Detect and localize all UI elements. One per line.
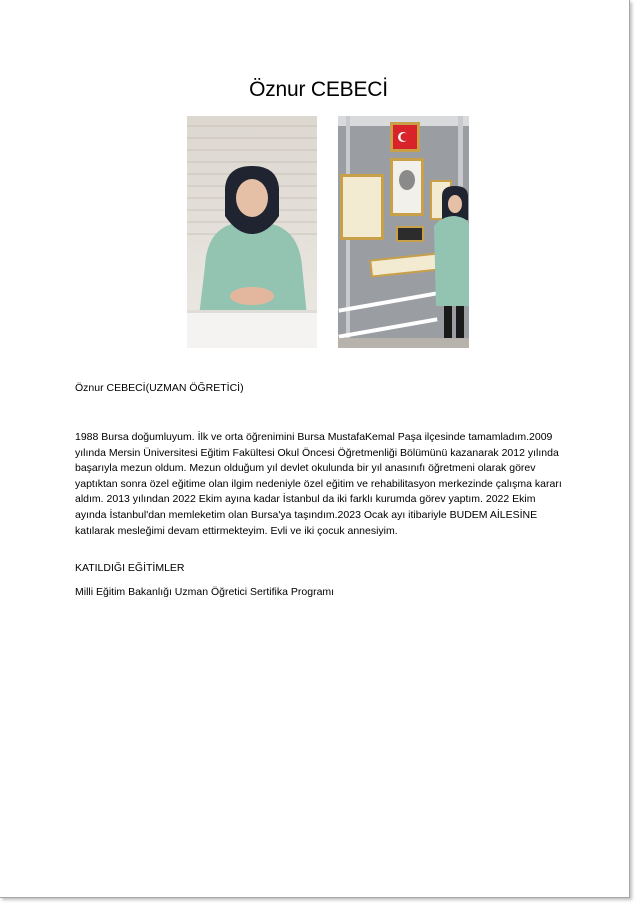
- page-title: Öznur CEBECİ: [249, 78, 388, 101]
- document-subtitle: Öznur CEBECİ(UZMAN ÖĞRETİCİ): [75, 382, 244, 394]
- training-item: Milli Eğitim Bakanlığı Uzman Öğretici Sertifika Programı: [75, 586, 335, 598]
- portrait-photo-standing: [338, 116, 469, 348]
- biography-paragraph: 1988 Bursa doğumluyum. İlk ve orta öğrenimini Bursa MustafaKemal Paşa ilçesinde tamamladım.2009 yılında Mersin Üniversitesi Eğitim Fakültesi Okul Öncesi Öğretmenliği Bölümünü kazanarak 2012 yılında başarıyla mezun oldum. Mezun olduğum yıl devlet okulunda bir yıl anasınıfı öğretmeni olarak görev yaptıktan sonra özel eğitime olan ilgim nedeniyle özel eğitim ve rehabilitasyon merkezinde çalışma kararı aldım. 2013 yılından 2022 Ekim ayına kadar İstanbul da iki farklı kurumda görev yaptım. 2022 Ekim ayında İstanbul'dan memleketim olan Bursa'ya taşındım.2023 Ocak ayı itibariyle BUDEM AİLESİNE katılarak mesleğimi devam ettirmekteyim. Evli ve iki çocuk annesiyim.: [75, 431, 562, 537]
- portrait-photo-seated: [187, 116, 317, 348]
- trainings-heading: KATILDIĞI EĞİTİMLER: [75, 562, 185, 574]
